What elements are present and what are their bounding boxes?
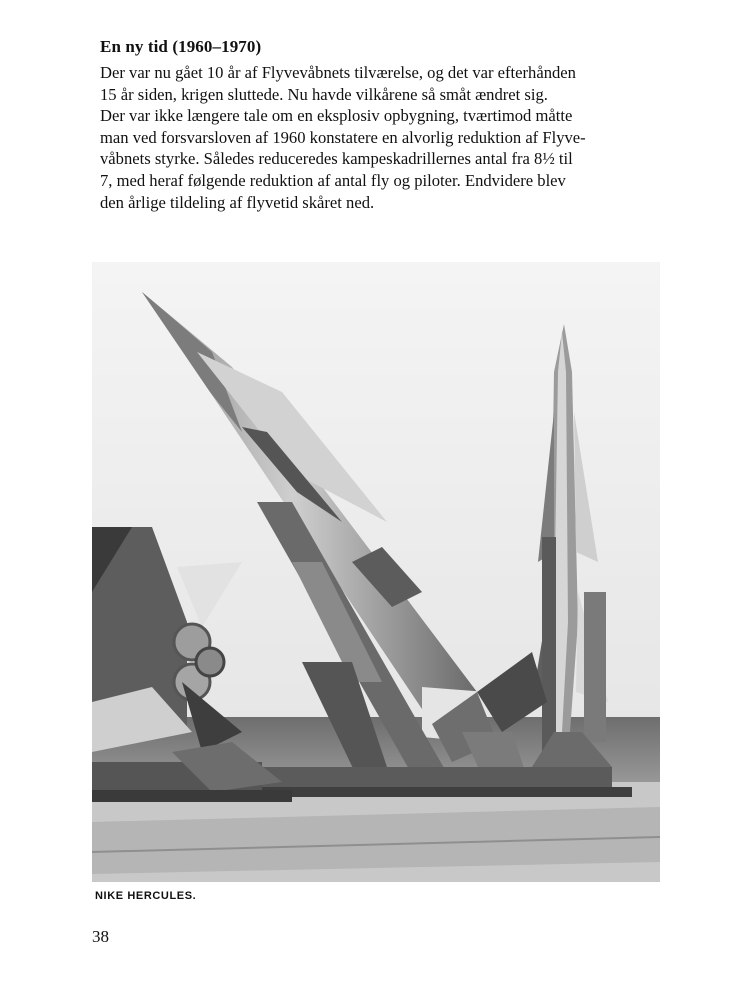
- paragraph-line: man ved forsvarsloven af 1960 konstatere en alvorlig reduktion af Flyve-: [100, 127, 586, 147]
- figure-caption: NIKE HERCULES.: [95, 890, 197, 902]
- missile-photo: [92, 262, 660, 882]
- body-paragraph: [100, 62, 670, 213]
- paragraph-line: Der var nu gået 10 år af Flyvevåbnets tilværelse, og det var efterhånden: [100, 63, 576, 82]
- paragraph-line: den årlige tildeling af flyvetid skåret ned.: [100, 192, 375, 212]
- paragraph-line: 7, med heraf følgende reduktion af antal fly og piloter. Endvidere blev: [100, 170, 566, 190]
- paragraph-line: våbnets styrke. Således reduceredes kampeskadrillernes antal fra 8½ til: [100, 149, 573, 169]
- paragraph-line: Der var ikke længere tale om en eksplosiv opbygning, tværtimod måtte: [100, 106, 573, 126]
- page-number: 38: [92, 927, 109, 946]
- section-heading: En ny tid (1960–1970): [100, 37, 262, 56]
- paragraph-line: 15 år siden, krigen sluttede. Nu havde vilkårene så småt ændret sig.: [100, 84, 548, 104]
